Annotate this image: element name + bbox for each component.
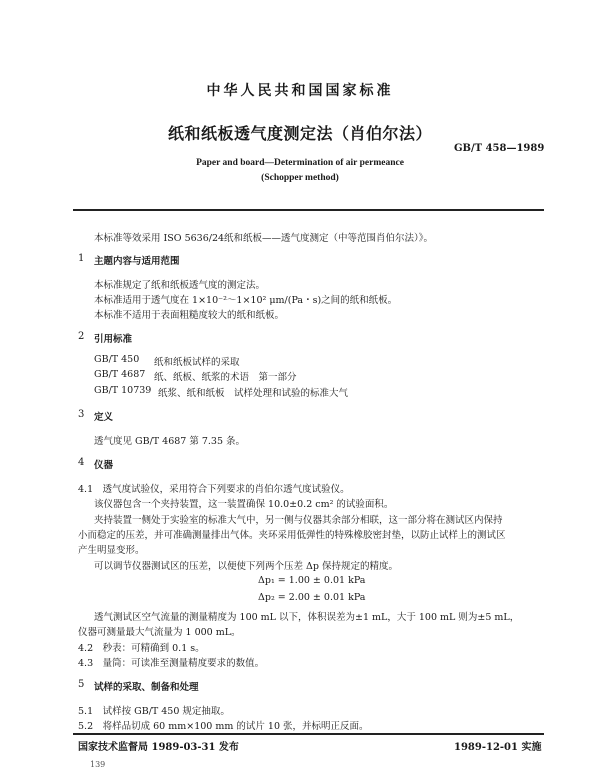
clause-5-2: 5.2 将样品切成 60 mm×100 mm 的试片 10 张，并标明正反面。 bbox=[78, 721, 369, 732]
standard-code: GB/T 458—1989 bbox=[454, 143, 545, 154]
clause-4-3: 4.3 量筒：可读准至测量精度要求的数值。 bbox=[78, 658, 265, 669]
section-4-number: 4 bbox=[78, 457, 85, 468]
section-5-number: 5 bbox=[78, 679, 85, 690]
section-2-title: 引用标准 bbox=[94, 334, 133, 345]
section-1-line-2: 本标准适用于透气度在 1×10⁻²～1×10² μm/(Pa・s)之间的纸和纸板。 bbox=[94, 295, 398, 306]
english-title: Paper and board—Determination of air permeance bbox=[196, 158, 404, 168]
reference-code: GB/T 450 bbox=[94, 354, 140, 365]
clause-5-1: 5.1 试样按 GB/T 450 规定抽取。 bbox=[78, 706, 230, 717]
section-1-line-3: 本标准不适用于表面粗糙度较大的纸和纸板。 bbox=[94, 310, 285, 321]
document-title: 纸和纸板透气度测定法（肖伯尔法） bbox=[167, 124, 432, 143]
section-3-title: 定义 bbox=[94, 412, 114, 423]
clause-4-1-clamp-line-2: 小而稳定的压差，并可准确测量排出气体。夹环采用低弹性的特殊橡胶密封垫，以防止试样上的测试区 bbox=[78, 530, 506, 541]
standard-series-title: 中华人民共和国国家标准 bbox=[206, 83, 394, 99]
section-1-title: 主题内容与适用范围 bbox=[94, 256, 180, 267]
section-4-title: 仪器 bbox=[94, 460, 114, 471]
clause-4-1-clamp-line-3: 产生明显变形。 bbox=[78, 545, 145, 556]
reference-name: 纸和纸板试样的采取 bbox=[154, 357, 240, 368]
issue-date: 国家技术监督局 1989-03-31 发布 bbox=[78, 742, 239, 753]
section-1-line-1: 本标准规定了纸和纸板透气度的测定法。 bbox=[94, 280, 266, 291]
english-subtitle: (Schopper method) bbox=[261, 173, 339, 183]
reference-code: GB/T 4687 bbox=[94, 369, 146, 380]
clause-4-1-flow-line-1: 透气测试区空气流量的测量精度为 100 mL 以下，体积误差为±1 mL，大于 100 mL 则为±5 mL， bbox=[94, 612, 520, 623]
clause-4-2: 4.2 秒表：可精确到 0.1 s。 bbox=[78, 643, 205, 654]
section-5-title: 试样的采取、制备和处理 bbox=[94, 682, 199, 693]
clause-4-1-test-area: 该仪器包含一个夹持装置，这一装置确保 10.0±0.2 cm² 的试验面积。 bbox=[94, 499, 394, 510]
reference-name: 纸、纸板、纸浆的术语 第一部分 bbox=[154, 372, 297, 383]
clause-4-1-flow-line-2: 仪器可测量最大气流量为 1 000 mL。 bbox=[78, 627, 241, 638]
header-divider bbox=[73, 209, 544, 211]
section-3-number: 3 bbox=[78, 409, 85, 420]
clause-4-1-pressure: 可以调节仪器测试区的压差，以便使下列两个压差 Δp 保持规定的精度。 bbox=[94, 561, 398, 572]
clause-4-1: 4.1 透气度试验仪，采用符合下列要求的肖伯尔透气度试验仪。 bbox=[78, 484, 350, 495]
pressure-difference-2: Δp₂ = 2.00 ± 0.01 kPa bbox=[258, 592, 366, 603]
page-number: 139 bbox=[90, 760, 106, 769]
effective-date: 1989-12-01 实施 bbox=[454, 742, 542, 753]
reference-name: 纸浆、纸和纸板 试样处理和试验的标准大气 bbox=[158, 388, 349, 399]
section-3-text: 透气度见 GB/T 4687 第 7.35 条。 bbox=[94, 436, 246, 447]
intro-text: 本标准等效采用 ISO 5636/24纸和纸板——透气度测定（中等范围肖伯尔法）》。 bbox=[94, 233, 434, 244]
clause-4-1-clamp-line-1: 夹持装置一侧处于实验室的标准大气中，另一侧与仪器其余部分相联，这一部分将在测试区内保持 bbox=[94, 515, 503, 526]
section-1-number: 1 bbox=[78, 253, 85, 264]
reference-code: GB/T 10739 bbox=[94, 385, 152, 396]
pressure-difference-1: Δp₁ = 1.00 ± 0.01 kPa bbox=[258, 575, 366, 586]
section-2-number: 2 bbox=[78, 331, 85, 342]
footer-divider bbox=[73, 733, 544, 735]
